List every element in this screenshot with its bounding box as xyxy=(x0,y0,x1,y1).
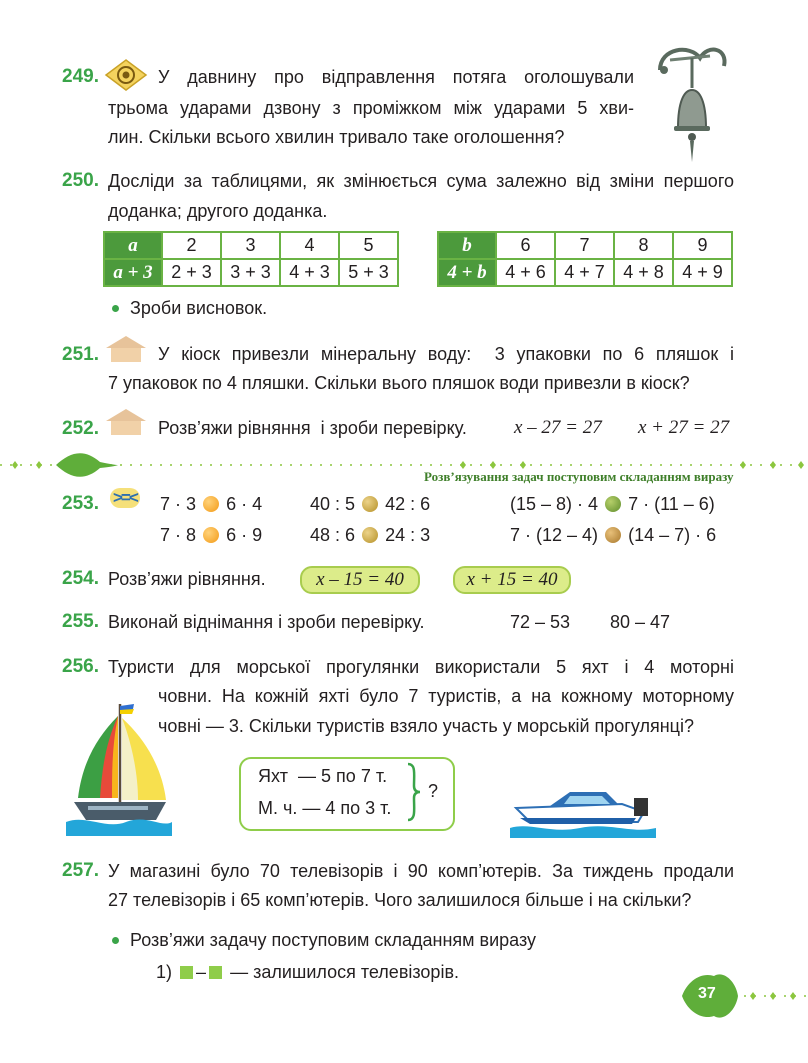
bullet-icon xyxy=(112,305,119,312)
expr-right: 6 · 4 xyxy=(226,494,263,514)
blank-square[interactable] xyxy=(209,966,222,979)
compare-expr xyxy=(510,494,715,514)
task-number-252: 252. xyxy=(62,418,99,439)
task-250-bullet: Зроби висновок. xyxy=(130,298,268,318)
table-b-head-sum: 4 + b xyxy=(438,259,496,286)
blank-square[interactable] xyxy=(180,966,193,979)
short-record-line1: Яхт — 5 по 7 т. xyxy=(258,766,388,786)
expr-right: (14 – 7) · 6 xyxy=(628,525,717,545)
table-a-val: 5 xyxy=(339,232,398,259)
task-252-eq2: x + 27 = 27 xyxy=(638,417,730,438)
motorboat-icon xyxy=(510,778,656,838)
table-b-sum: 4 + 7 xyxy=(555,259,614,286)
compare-expr xyxy=(510,525,716,545)
compare-dot[interactable] xyxy=(605,496,621,512)
expr-left: (15 – 8) · 4 xyxy=(510,494,599,514)
compare-dot[interactable] xyxy=(203,496,219,512)
task-number-256: 256. xyxy=(62,656,99,677)
table-a-sum: 4 + 3 xyxy=(280,259,339,286)
task-251-line2: 7 упаковок по 4 пляшки. Скільки вього пляшок води привезли в кіоск? xyxy=(108,373,690,393)
table-b-val: 8 xyxy=(614,232,673,259)
table-a-val: 3 xyxy=(221,232,280,259)
task-250-line2: доданка; другого доданка. xyxy=(108,201,328,221)
task-257-line2: 27 телевізорів і 65 комп’ютерів. Чого залишилося більше і на скільки? xyxy=(108,890,692,910)
table-b-sum: 4 + 6 xyxy=(496,259,555,286)
bell-icon xyxy=(650,40,734,166)
task-252-eq1: x – 27 = 27 xyxy=(514,417,602,438)
short-record-question: ? xyxy=(428,781,439,801)
task-number-254: 254. xyxy=(62,568,99,589)
task-255-ex2: 80 – 47 xyxy=(610,612,671,632)
expr-right: 42 : 6 xyxy=(385,494,431,514)
task-number-251: 251. xyxy=(62,344,99,365)
task-257-bullet: Розв’яжи задачу поступовим складанням виразу xyxy=(130,930,536,950)
section-title: Розв’язування задач поступовим складанням виразу xyxy=(424,469,734,484)
table-b-val: 9 xyxy=(673,232,732,259)
equation-pill: x + 15 = 40 xyxy=(453,566,571,594)
task-number-257: 257. xyxy=(62,860,99,881)
task-249-line2: трьома ударами дзвону з проміжком між ударами 5 хви- xyxy=(108,98,634,118)
task-249-line3: лин. Скільки всього хвилин тривало таке оголошення? xyxy=(108,127,565,147)
expr-left: 7 · 3 xyxy=(160,494,197,514)
compare-dot[interactable] xyxy=(362,527,378,543)
bullet-icon xyxy=(112,937,119,944)
expr-left: 40 : 5 xyxy=(310,494,356,514)
task-257-step1 xyxy=(156,962,459,982)
expr-left: 48 : 6 xyxy=(310,525,356,545)
table-a-head-sum: a + 3 xyxy=(104,259,162,286)
task-250-line1: Досліди за таблицями, як змінюється сума залежно від зміни першого xyxy=(108,171,734,191)
task-251-line1: У кіоск привезли мінеральну воду: 3 упаковки по 6 пляшок і xyxy=(158,344,734,364)
curly-brace xyxy=(404,762,424,822)
table-a-sum: 5 + 3 xyxy=(339,259,398,286)
table-b-sum: 4 + 9 xyxy=(673,259,732,286)
expr-left: 7 · (12 – 4) xyxy=(510,525,599,545)
table-b-val: 6 xyxy=(496,232,555,259)
page-number: 37 xyxy=(698,985,716,1002)
task-255-ex1: 72 – 53 xyxy=(510,612,571,632)
task-257-line1: У магазині було 70 телевізорів і 90 комп’ютерів. За тиждень продали xyxy=(108,861,734,881)
step-operator: – xyxy=(196,962,207,982)
table-b-val: 7 xyxy=(555,232,614,259)
task-254-text: Розв’яжи рівняння. xyxy=(108,569,266,589)
expr-right: 24 : 3 xyxy=(385,525,431,545)
compare-expr xyxy=(310,525,430,545)
page-number-badge xyxy=(674,966,808,1026)
short-record-line2: М. ч. — 4 по 3 т. xyxy=(258,798,392,818)
task-256-line1: Туристи для морської прогулянки використали 5 яхт і 4 моторні xyxy=(108,657,734,677)
task-252-text: Розв’яжи рівняння і зроби перевірку. xyxy=(158,418,467,438)
table-a-sum: 2 + 3 xyxy=(162,259,221,286)
table-b-sum: 4 + 8 xyxy=(614,259,673,286)
compare-expr xyxy=(160,494,262,514)
compare-dot[interactable] xyxy=(203,527,219,543)
compare-expr xyxy=(310,494,430,514)
compare-dot[interactable] xyxy=(605,527,621,543)
compare-expr xyxy=(160,525,262,545)
task-number-253: 253. xyxy=(62,493,99,514)
task-256-line2: човни. На кожній яхті було 7 туристів, а на кожному моторному xyxy=(158,686,734,706)
table-a xyxy=(103,231,399,287)
think-icon xyxy=(104,58,148,92)
expr-right: 7 · (11 – 6) xyxy=(628,494,715,514)
equation-pill: x – 15 = 40 xyxy=(300,566,420,594)
table-a-head-a: a xyxy=(104,232,162,259)
house-icon xyxy=(104,334,148,364)
step-text: — залишилося телевізорів. xyxy=(230,962,460,982)
task-number-250: 250. xyxy=(62,170,99,191)
table-b-head-b: b xyxy=(438,232,496,259)
table-a-val: 2 xyxy=(162,232,221,259)
table-a-sum: 3 + 3 xyxy=(221,259,280,286)
compare-icon: >=< xyxy=(110,488,140,508)
task-255-text: Виконай віднімання і зроби перевірку. xyxy=(108,612,425,632)
table-b xyxy=(437,231,733,287)
task-249-line1: У давнину про відправлення потяга оголошували xyxy=(158,67,634,87)
expr-left: 7 · 8 xyxy=(160,525,197,545)
task-256-line3: човні — 3. Скільки туристів взяло участь у морській прогулянці? xyxy=(158,716,694,736)
compare-dot[interactable] xyxy=(362,496,378,512)
expr-right: 6 · 9 xyxy=(226,525,263,545)
step-number: 1) xyxy=(156,962,173,982)
task-number-255: 255. xyxy=(62,611,99,632)
sailboat-icon xyxy=(66,694,172,836)
table-a-val: 4 xyxy=(280,232,339,259)
task-number-249: 249. xyxy=(62,66,99,87)
house-icon xyxy=(104,407,148,437)
